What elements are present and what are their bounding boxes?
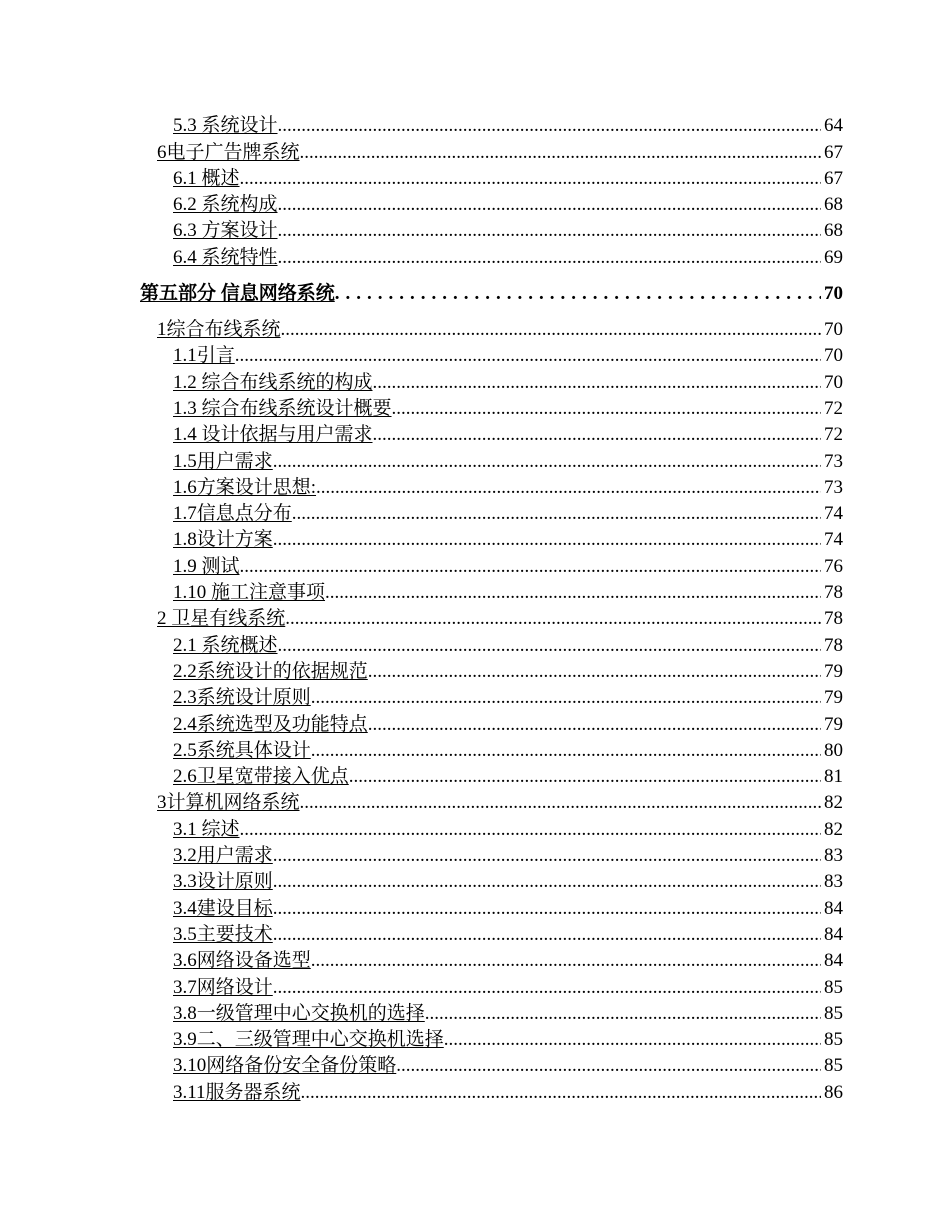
toc-entry-title-link[interactable]: 6.3 方案设计: [173, 220, 278, 242]
toc-page-number: 72: [824, 424, 843, 446]
toc-dot-leader: [392, 396, 821, 422]
toc-entry-title-link[interactable]: 1.10 施工注意事项: [173, 582, 326, 604]
toc-entry[interactable]: [0, 948, 950, 974]
toc-page-number: 79: [824, 687, 843, 709]
toc-entry[interactable]: [0, 527, 950, 553]
toc-dot-leader: [335, 281, 821, 307]
toc-page-number: 68: [824, 194, 843, 216]
toc-entry[interactable]: [0, 895, 950, 921]
toc-entry-title-link[interactable]: 3.9二、三级管理中心交换机选择: [173, 1029, 444, 1051]
toc-dot-leader: [373, 370, 821, 396]
toc-entry-title-link[interactable]: 1.4 设计依据与用户需求: [173, 424, 373, 446]
toc-entry[interactable]: [0, 448, 950, 474]
toc-entry-title-link[interactable]: 3.8一级管理中心交换机的选择: [173, 1002, 425, 1024]
toc-entry-title-link[interactable]: 6.2 系统构成: [173, 194, 278, 216]
toc-entry-title-link[interactable]: 2.3系统设计原则: [173, 687, 311, 709]
toc-entry-title-link[interactable]: 6.4 系统特性: [173, 246, 278, 268]
toc-page-number: 79: [824, 660, 843, 682]
toc-page-number: 79: [824, 713, 843, 735]
toc-page-number: 80: [824, 739, 843, 761]
toc-entry[interactable]: [0, 1001, 950, 1027]
toc-dot-leader: [273, 527, 821, 553]
toc-page-number: 85: [824, 976, 843, 998]
toc-dot-leader: [311, 685, 821, 711]
toc-dot-leader: [235, 343, 821, 369]
toc-page-number: 70: [824, 282, 843, 304]
toc-dot-leader: [311, 738, 821, 764]
toc-dot-leader: [292, 501, 821, 527]
toc-page-number: 85: [824, 1055, 843, 1077]
toc-dot-leader: [316, 475, 821, 501]
toc-entry[interactable]: [0, 317, 950, 343]
toc-dot-leader: [285, 606, 821, 632]
toc-entry[interactable]: [0, 369, 950, 395]
toc-entry-title-link[interactable]: 2.4系统选型及功能特点: [173, 713, 368, 735]
table-of-contents: [0, 113, 950, 1106]
toc-page-number: 83: [824, 871, 843, 893]
toc-page-number: 84: [824, 923, 843, 945]
toc-entry-title-link[interactable]: 3.4建设目标: [173, 897, 273, 919]
toc-entry[interactable]: [0, 1053, 950, 1079]
toc-page-number: 83: [824, 845, 843, 867]
toc-page-number: 67: [824, 167, 843, 189]
toc-entry-title-link[interactable]: 2 卫星有线系统: [157, 608, 286, 630]
toc-entry-title-link[interactable]: 3.1 综述: [173, 818, 240, 840]
toc-entry[interactable]: [0, 422, 950, 448]
toc-entry-title-link[interactable]: 1.9 测试: [173, 555, 240, 577]
toc-entry[interactable]: [0, 166, 950, 192]
toc-entry[interactable]: [0, 843, 950, 869]
toc-page-number: 73: [824, 476, 843, 498]
toc-dot-leader: [273, 975, 821, 1001]
toc-dot-leader: [396, 1053, 821, 1079]
toc-entry[interactable]: [0, 580, 950, 606]
toc-entry[interactable]: [0, 553, 950, 579]
toc-entry[interactable]: [0, 244, 950, 270]
toc-entry[interactable]: [0, 1027, 950, 1053]
toc-entry[interactable]: [0, 606, 950, 632]
toc-page-number: 84: [824, 950, 843, 972]
toc-entry-title-link[interactable]: 3.11服务器系统: [173, 1081, 301, 1103]
toc-page-number: 70: [824, 371, 843, 393]
toc-page-number: 81: [824, 766, 843, 788]
toc-entry[interactable]: [0, 501, 950, 527]
toc-dot-leader: [278, 218, 821, 244]
toc-entry[interactable]: [0, 738, 950, 764]
toc-page-number: 74: [824, 529, 843, 551]
toc-entry[interactable]: [0, 218, 950, 244]
toc-entry[interactable]: [0, 632, 950, 658]
toc-entry-title-link[interactable]: 3.6网络设备选型: [173, 950, 311, 972]
toc-part-heading[interactable]: [0, 281, 950, 307]
toc-entry[interactable]: [0, 869, 950, 895]
toc-page-number: 67: [824, 141, 843, 163]
toc-entry-title-link[interactable]: 2.1 系统概述: [173, 634, 278, 656]
toc-dot-leader: [273, 449, 821, 475]
toc-page-number: 82: [824, 792, 843, 814]
toc-dot-leader: [278, 113, 821, 139]
toc-entry[interactable]: [0, 790, 950, 816]
toc-page-number: 70: [824, 345, 843, 367]
toc-dot-leader: [273, 896, 821, 922]
toc-entry-title-link[interactable]: 1.5用户需求: [173, 450, 273, 472]
toc-dot-leader: [425, 1001, 821, 1027]
toc-entry[interactable]: [0, 396, 950, 422]
toc-dot-leader: [278, 633, 821, 659]
toc-dot-leader: [368, 712, 821, 738]
toc-page-number: 85: [824, 1029, 843, 1051]
toc-entry[interactable]: [0, 764, 950, 790]
toc-entry[interactable]: [0, 139, 950, 165]
toc-dot-leader: [273, 869, 821, 895]
toc-dot-leader: [240, 166, 821, 192]
toc-entry-title-link[interactable]: 1.2 综合布线系统的构成: [173, 371, 373, 393]
toc-dot-leader: [273, 922, 821, 948]
toc-page-number: 78: [824, 608, 843, 630]
toc-entry[interactable]: [0, 343, 950, 369]
toc-page-number: 84: [824, 897, 843, 919]
toc-dot-leader: [240, 554, 821, 580]
toc-entry-title-link[interactable]: 3计算机网络系统: [157, 792, 300, 814]
toc-dot-leader: [373, 422, 821, 448]
toc-page-number: 76: [824, 555, 843, 577]
toc-dot-leader: [281, 317, 821, 343]
toc-page-number: 74: [824, 503, 843, 525]
toc-page-number: 78: [824, 582, 843, 604]
toc-entry-title-link[interactable]: 1.7信息点分布: [173, 503, 292, 525]
toc-entry[interactable]: [0, 659, 950, 685]
toc-entry-title-link[interactable]: 3.10网络备份安全备份策略: [173, 1055, 397, 1077]
toc-entry-title-link[interactable]: 1.6方案设计思想:: [173, 476, 317, 498]
toc-page-number: 82: [824, 818, 843, 840]
toc-page-number: 64: [824, 115, 843, 137]
toc-entry[interactable]: [0, 711, 950, 737]
toc-page-number: 72: [824, 397, 843, 419]
toc-entry[interactable]: [0, 192, 950, 218]
toc-dot-leader: [278, 245, 821, 271]
toc-page-number: 70: [824, 319, 843, 341]
toc-dot-leader: [300, 140, 821, 166]
toc-dot-leader: [368, 659, 821, 685]
toc-entry-title-link[interactable]: 第五部分 信息网络系统: [140, 282, 335, 304]
toc-entry[interactable]: [0, 1079, 950, 1105]
toc-entry-title-link[interactable]: 2.6卫星宽带接入优点: [173, 766, 349, 788]
toc-entry-title-link[interactable]: 3.5主要技术: [173, 923, 273, 945]
toc-dot-leader: [278, 192, 821, 218]
toc-entry[interactable]: [0, 974, 950, 1000]
toc-entry[interactable]: [0, 113, 950, 139]
toc-entry-title-link[interactable]: 3.7网络设计: [173, 976, 273, 998]
toc-entry-title-link[interactable]: 2.2系统设计的依据规范: [173, 660, 368, 682]
toc-entry-title-link[interactable]: 3.3设计原则: [173, 871, 273, 893]
toc-dot-leader: [325, 580, 821, 606]
toc-page-number: 86: [824, 1081, 843, 1103]
toc-page-number: 85: [824, 1002, 843, 1024]
toc-entry-title-link[interactable]: 6.1 概述: [173, 167, 240, 189]
toc-entry[interactable]: [0, 922, 950, 948]
toc-page-number: 73: [824, 450, 843, 472]
toc-entry[interactable]: [0, 685, 950, 711]
toc-entry-title-link[interactable]: 1.3 综合布线系统设计概要: [173, 397, 392, 419]
toc-entry-title-link[interactable]: 5.3 系统设计: [173, 115, 278, 137]
toc-dot-leader: [300, 790, 821, 816]
toc-entry[interactable]: [0, 816, 950, 842]
toc-dot-leader: [240, 817, 821, 843]
toc-entry-title-link[interactable]: 1.8设计方案: [173, 529, 273, 551]
toc-dot-leader: [349, 764, 821, 790]
toc-entry[interactable]: [0, 475, 950, 501]
toc-entry-title-link[interactable]: 6电子广告牌系统: [157, 141, 300, 163]
toc-page-number: 68: [824, 220, 843, 242]
toc-dot-leader: [301, 1080, 821, 1106]
toc-entry-title-link[interactable]: 3.2用户需求: [173, 845, 273, 867]
toc-dot-leader: [273, 843, 821, 869]
toc-page-number: 69: [824, 246, 843, 268]
toc-entry-title-link[interactable]: 1.1引言: [173, 345, 235, 367]
toc-entry-title-link[interactable]: 1综合布线系统: [157, 319, 281, 341]
toc-dot-leader: [311, 948, 821, 974]
toc-page-number: 78: [824, 634, 843, 656]
toc-entry-title-link[interactable]: 2.5系统具体设计: [173, 739, 311, 761]
toc-dot-leader: [444, 1027, 821, 1053]
